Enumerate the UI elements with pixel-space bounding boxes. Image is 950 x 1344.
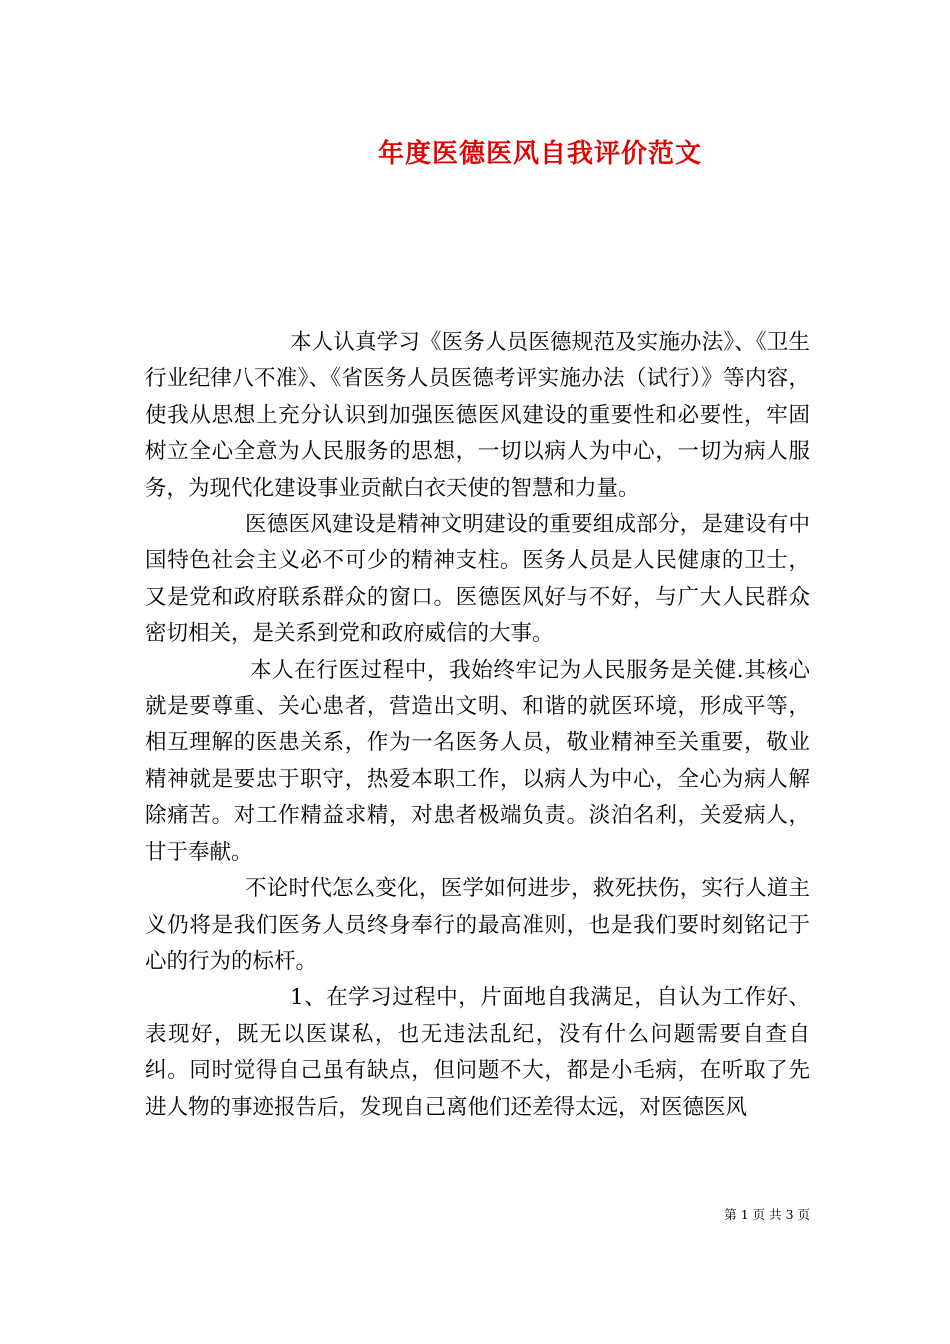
document-body xyxy=(145,325,810,1126)
paragraph-2: 医德医风建设是精神文明建设的重要组成部分，是建设有中国特色社会主义必不可少的精神支柱。医务人员是人民健康的卫士，又是党和政府联系群众的窗口。医德医风好与不好，与广大人民群众密切相关，是关系到党和政府威信的大事。 xyxy=(145,512,810,647)
page-number: 第 1 页 共 3 页 xyxy=(724,1207,810,1222)
paragraph-1: 本人认真学习《医务人员医德规范及实施办法》、《卫生行业纪律八不准》、《省医务人员医德考评实施办法（试行）》等内容，使我从思想上充分认识到加强医德医风建设的重要性和必要性，牢固树立全心全意为人民服务的思想，一切以病人为中心，一切为病人服务，为现代化建设事业贡献白衣天使的智慧和力量。 xyxy=(145,330,810,501)
paragraph-3: 本人在行医过程中，我始终牢记为人民服务是关健.其核心就是要尊重、关心患者，营造出文明、和谐的就医环境，形成平等，相互理解的医患关系，作为一名医务人员，敬业精神至关重要，敬业精神就是要忠于职守，热爱本职工作，以病人为中心，全心为病人解除痛苦。对工作精益求精，对患者极端负责。淡泊名利，关爱病人，甘于奉献。 xyxy=(145,657,810,865)
paragraph-4: 不论时代怎么变化，医学如何进步，救死扶伤，实行人道主义仍将是我们医务人员终身奉行的最高准则，也是我们要时刻铭记于心的行为的标杆。 xyxy=(145,876,810,974)
document-title: 年度医德医风自我评价范文 xyxy=(377,139,702,169)
paragraph-5: 1、在学习过程中，片面地自我满足，自认为工作好、表现好，既无以医谋私，也无违法乱纪，没有什么问题需要自查自纠。同时觉得自己虽有缺点，但问题不大，都是小毛病，在听取了先进人物的事迹报告后，发现自己离他们还差得太远，对医德医风 xyxy=(145,985,810,1120)
